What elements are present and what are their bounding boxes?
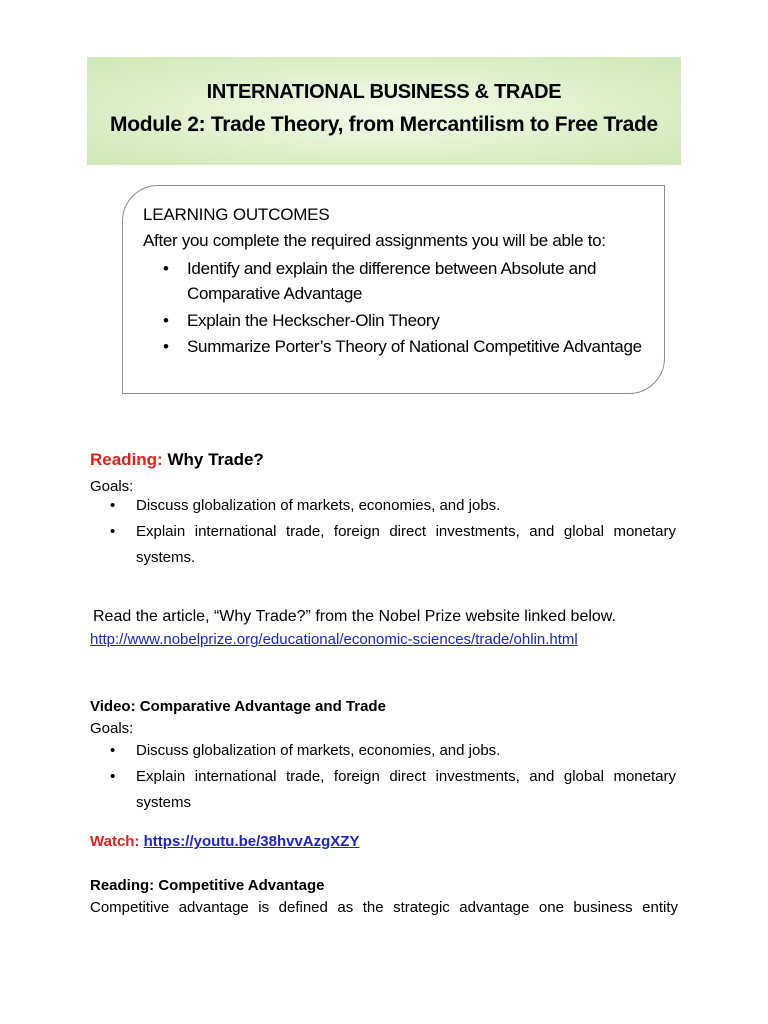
outcome-item — [163, 334, 647, 359]
nobel-article-link[interactable]: http://www.nobelprize.org/educational/economic-sciences/trade/ohlin.html — [90, 631, 578, 648]
bullet-icon: • — [163, 337, 169, 356]
watch-line — [90, 833, 359, 850]
bullet-icon: • — [110, 742, 116, 759]
youtube-video-link[interactable]: https://youtu.be/38hvvAzgXZY — [143, 833, 360, 850]
video-heading: Video: Comparative Advantage and Trade — [90, 698, 386, 715]
learning-outcomes-box — [122, 185, 665, 394]
outcome-text: Explain the Heckscher-Olin Theory — [187, 311, 440, 330]
bullet-icon: • — [110, 768, 116, 785]
outcome-item — [163, 256, 647, 306]
competitive-advantage-text: Competitive advantage is defined as the strategic advantage one business entity — [90, 899, 678, 916]
goals-label: Goals: — [90, 478, 134, 495]
goal-text: Discuss globalization of markets, economies, and jobs. — [136, 742, 501, 759]
goal-item — [110, 738, 676, 764]
learning-outcomes-intro: After you complete the required assignments you will be able to: — [143, 231, 606, 250]
reading-competitive-advantage-heading: Reading: Competitive Advantage — [90, 877, 325, 894]
module-header-banner — [87, 57, 681, 165]
article-instruction: Read the article, “Why Trade?” from the Nobel Prize website linked below. — [93, 608, 616, 625]
course-title: INTERNATIONAL BUSINESS & TRADE — [206, 81, 562, 103]
goal-text: Discuss globalization of markets, economies, and jobs. — [136, 497, 501, 514]
bullet-icon: • — [110, 523, 116, 540]
goal-text: Explain international trade, foreign direct investments, and global monetary systems. — [136, 523, 676, 566]
goals-label: Goals: — [90, 720, 134, 737]
goal-text: Explain international trade, foreign direct investments, and global monetary systems — [136, 768, 676, 811]
outcome-item — [163, 308, 647, 333]
bullet-icon: • — [110, 497, 116, 514]
module-title: Module 2: Trade Theory, from Mercantilism to Free Trade — [110, 113, 658, 136]
bullet-icon: • — [163, 259, 169, 278]
outcome-text: Summarize Porter’s Theory of National Competitive Advantage — [187, 337, 642, 356]
bullet-icon: • — [163, 311, 169, 330]
outcome-text: Identify and explain the difference between Absolute and Comparative Advantage — [187, 259, 597, 303]
goal-item — [110, 493, 676, 519]
goal-item — [110, 519, 676, 571]
goal-item — [110, 764, 676, 816]
learning-outcomes-title: LEARNING OUTCOMES — [143, 205, 330, 224]
reading-why-trade-heading — [90, 450, 264, 470]
reading-title: Why Trade? — [167, 450, 264, 469]
reading-label: Reading: — [90, 450, 163, 469]
watch-label: Watch: — [90, 833, 140, 850]
